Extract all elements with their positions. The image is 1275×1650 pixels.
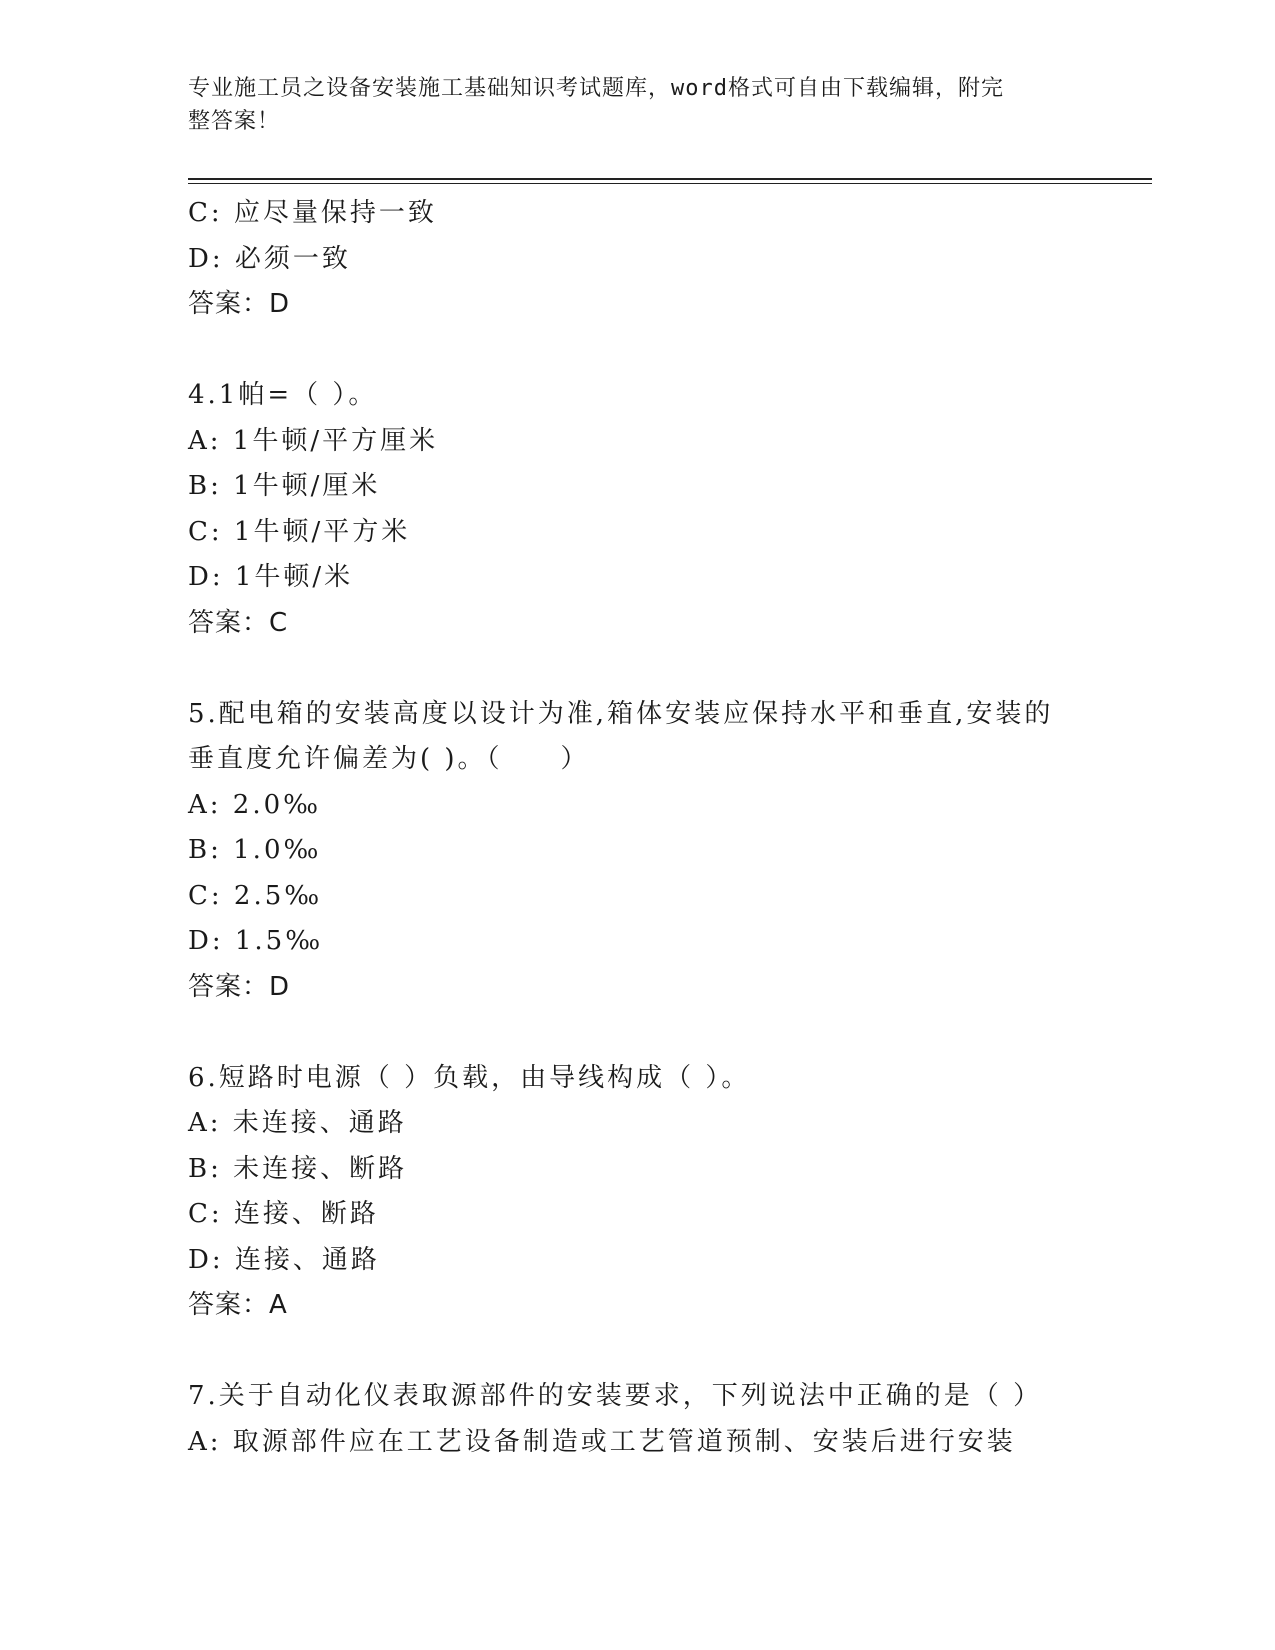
header-line-2: 整答案！: [188, 109, 281, 134]
option-c: C: 1牛顿/平方米: [188, 516, 411, 547]
question-block: [188, 692, 1088, 1011]
spacer: [188, 646, 1088, 692]
spacer: [188, 328, 1088, 374]
option-b: B: 1.0‰: [188, 835, 322, 865]
question-list: [188, 191, 1088, 1465]
question-block: [188, 191, 1088, 328]
question-block: [188, 1374, 1088, 1465]
answer-line: 答案：D: [188, 289, 291, 319]
spacer: [188, 1010, 1088, 1056]
header-line-1: 专业施工员之设备安装施工基础知识考试题库，word格式可自由下载编辑，附完: [188, 76, 1004, 101]
answer-line: 答案：C: [188, 607, 289, 638]
option-d: D: 1.5‰: [188, 926, 324, 956]
question-text: 7.关于自动化仪表取源部件的安装要求，下列说法中正确的是（ ）: [188, 1381, 1043, 1411]
option-a: A: 取源部件应在工艺设备制造或工艺管道预制、安装后进行安装: [188, 1426, 1016, 1457]
option-c: C: 应尽量保持一致: [188, 198, 437, 228]
answer-line: 答案：D: [188, 971, 291, 1002]
answer-line: 答案：A: [188, 1290, 288, 1320]
option-c: C: 连接、断路: [188, 1199, 379, 1229]
option-b: B: 未连接、断路: [188, 1153, 408, 1184]
option-b: B: 1牛顿/厘米: [188, 471, 381, 501]
question-text: 5.配电箱的安装高度以设计为准,箱体安装应保持水平和垂直,安装的: [188, 698, 1054, 729]
header-divider-thin: [188, 183, 1152, 184]
document-header: [188, 72, 1068, 138]
option-d: D: 必须一致: [188, 243, 351, 274]
option-a: A: 2.0‰: [188, 789, 322, 820]
question-block: [188, 1056, 1088, 1329]
option-a: A: 未连接、通路: [188, 1108, 407, 1138]
option-c: C: 2.5‰: [188, 880, 323, 911]
question-text-continued: 垂直度允许偏差为( )。（ ）: [188, 744, 590, 774]
question-text: 4.1帕=（ ）。: [188, 380, 378, 410]
question-text: 6.短路时电源（ ）负载，由导线构成（ ）。: [188, 1062, 751, 1093]
option-d: D: 1牛顿/米: [188, 562, 354, 592]
question-block: [188, 373, 1088, 646]
option-d: D: 连接、通路: [188, 1244, 380, 1275]
header-divider-thick: [188, 178, 1152, 180]
spacer: [188, 1329, 1088, 1375]
option-a: A: 1牛顿/平方厘米: [188, 425, 439, 456]
